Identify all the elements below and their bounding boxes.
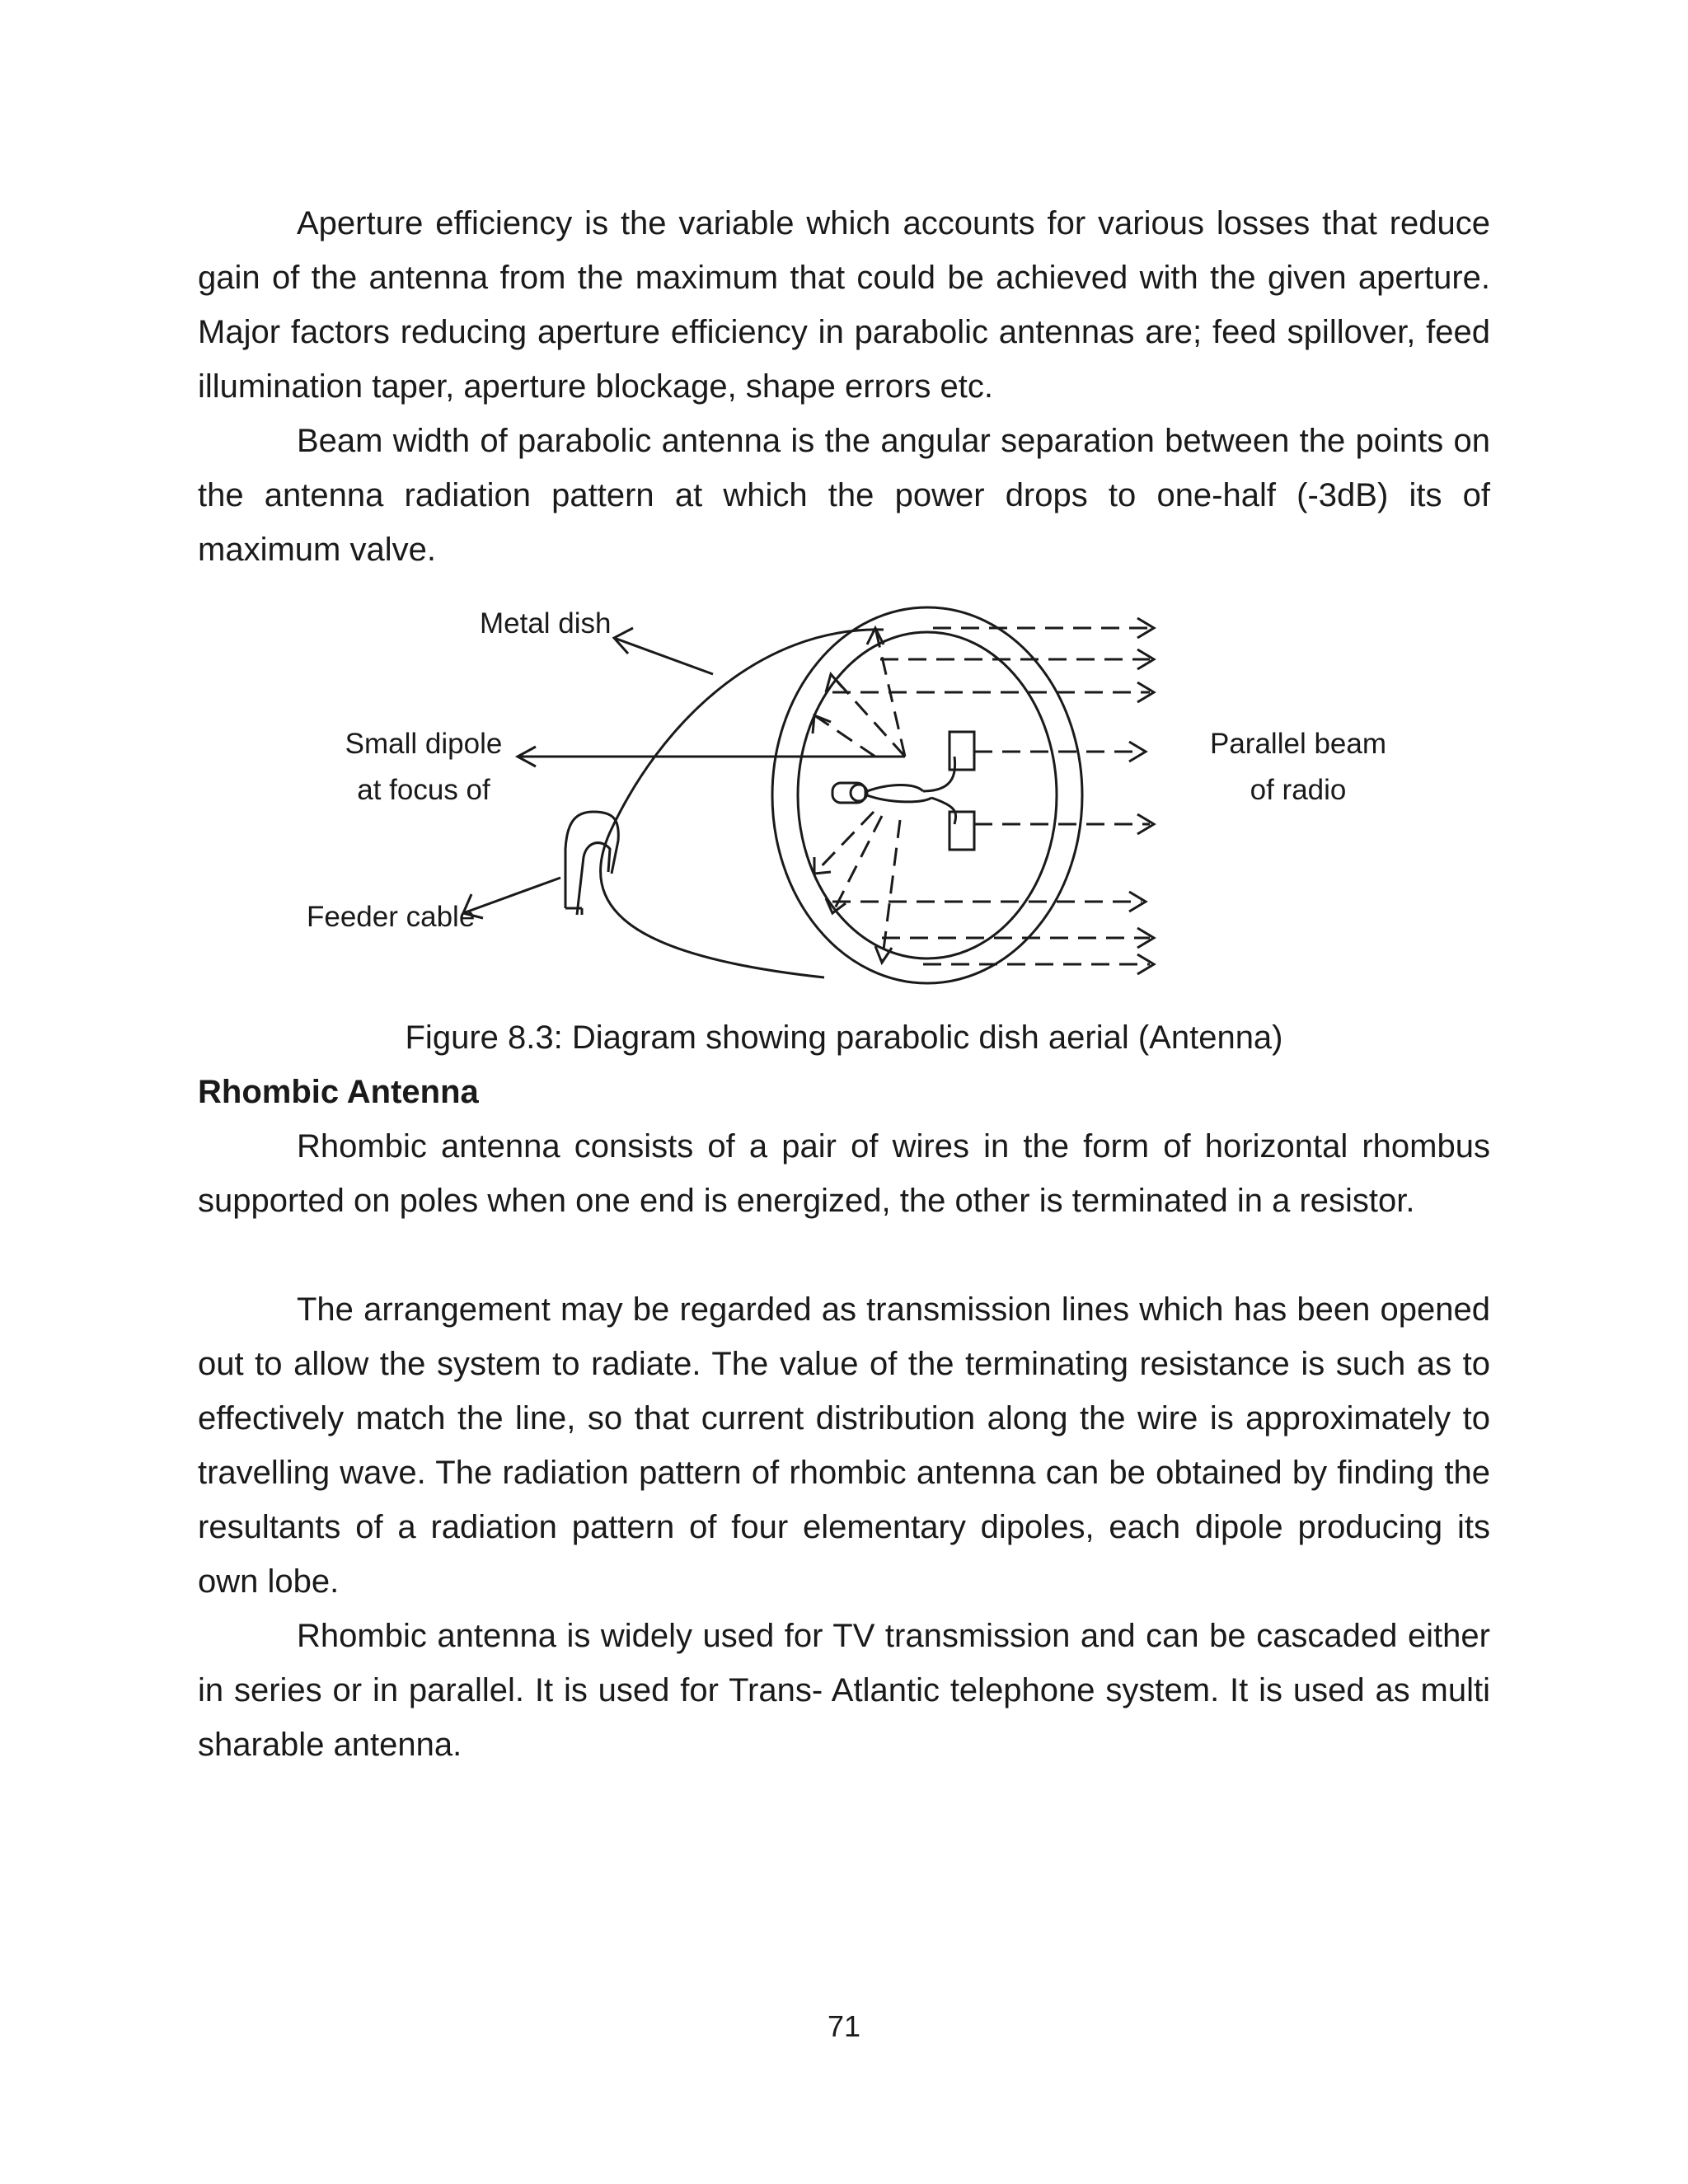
dipole-lead-2 xyxy=(867,795,931,802)
dipole-lead xyxy=(867,785,923,792)
section-heading: Rhombic Antenna xyxy=(198,1074,479,1110)
label-parallel-beam-2: of radio xyxy=(1250,774,1347,806)
radiator-element-lower xyxy=(950,812,974,850)
label-parallel-beam-1: Parallel beam xyxy=(1210,728,1386,760)
paragraph-arrangement: The arrangement may be regarded as transmission lines which has been opened out to allow the system to radiate. The value of the terminating resistance is such as to effectively match the line, so that current distribution along the wire is approximately to travelling wave. The radiation pattern of rhombic antenna can be obtained by finding the resultants of a radiation pattern of four elementary dipoles, each dipole producing its own lobe. xyxy=(198,1291,1490,1600)
figure-caption: Figure 8.3: Diagram showing parabolic dish aerial (Antenna) xyxy=(405,1019,1283,1056)
label-small-dipole-2: at focus of xyxy=(357,774,490,806)
dish-outer-rim xyxy=(772,607,1082,983)
paragraph-aperture-efficiency: Aperture efficiency is the variable which accounts for various losses that reduce gain of the antenna from the maximum that could be achieved with the given aperture. Major factors reducing aperture efficiency in parabolic antennas are; feed spillover, feed illumination taper, aperture blockage, shape errors etc. xyxy=(198,205,1490,405)
beam-arrowhead-8 xyxy=(1137,954,1154,974)
label-feeder-cable: Feeder cable xyxy=(307,901,476,933)
paragraph-beam-width: Beam width of parabolic antenna is the angular separation between the points on the antenna radiation pattern at which the power drops to one-half (-3dB) its of maximum valve. xyxy=(198,423,1490,568)
paragraph-uses: Rhombic antenna is widely used for TV transmission and can be cascaded either in series or in parallel. It is used for Trans- Atlantic telephone system. It is used as multi sharable antenna. xyxy=(198,1618,1490,1763)
feeder-cable-inner xyxy=(577,843,610,915)
beam-arrowhead-6 xyxy=(1129,892,1146,912)
page-number: 71 xyxy=(827,2009,861,2043)
paragraph-rhombic-intro: Rhombic antenna consists of a pair of wires in the form of horizontal rhombus supported on poles when one end is energized, the other is terminated in a resistor. xyxy=(198,1128,1490,1219)
label-metal-dish: Metal dish xyxy=(480,607,612,640)
label-small-dipole-1: Small dipole xyxy=(345,728,503,760)
reflect-ray-6 xyxy=(882,820,900,963)
reflect-ray-4 xyxy=(814,812,874,874)
feeder-pointer-line xyxy=(463,878,560,913)
metal-dish-pointer xyxy=(614,638,713,674)
radiator-element-upper xyxy=(950,732,974,770)
reflect-ray-5 xyxy=(832,816,882,913)
feeder-cable-body xyxy=(565,812,618,908)
reflect-ray-3 xyxy=(814,715,875,757)
